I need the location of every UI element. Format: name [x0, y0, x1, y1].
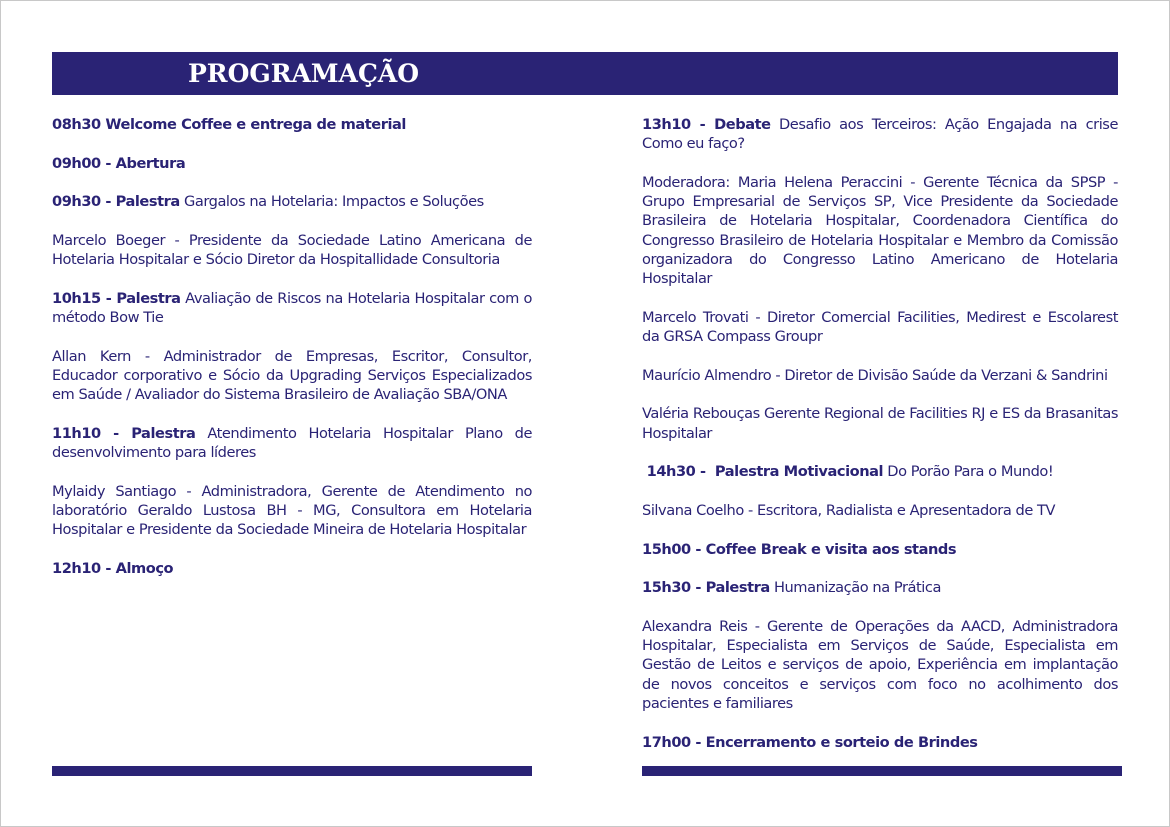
schedule-item — [642, 115, 1118, 154]
speaker-bio-text: Marcelo Trovati - Diretor Comercial Facilities, Medirest e Escolarest da GRSA Compass Groupr — [642, 308, 1118, 346]
speaker-bio — [52, 482, 532, 540]
schedule-item — [642, 540, 1118, 559]
speaker-bio-text: Valéria Rebouças Gerente Regional de Facilities RJ e ES da Brasanitas Hospitalar — [642, 405, 1118, 442]
schedule-item — [52, 115, 532, 134]
schedule-item-text: Do Porão Para o Mundo! — [883, 463, 1054, 481]
schedule-item-text: Humanização na Prática — [769, 579, 941, 597]
footer-bar-right — [642, 766, 1122, 776]
speaker-bio — [642, 366, 1118, 385]
speaker-bio — [642, 173, 1118, 289]
schedule-item-text: Gargalos na Hotelaria: Impactos e Soluções — [179, 193, 484, 211]
speaker-bio-text: Marcelo Boeger - Presidente da Sociedade Latino Americana de Hotelaria Hospitalar e Sócio Diretor da Hospitallidade Consultoria — [52, 231, 532, 269]
speaker-bio — [642, 617, 1118, 713]
speaker-bio — [642, 308, 1118, 347]
speaker-bio — [642, 404, 1118, 443]
schedule-item-time: 13h10 - Debate — [642, 116, 771, 133]
speaker-bio-text: Moderadora: Maria Helena Peraccini - Gerente Técnica da SPSP - Grupo Empresarial de Serviços SP, Vice Presidente da Sociedade Brasileira de Hotelaria Hospitalar, Coordenadora Científica do Congresso Brasileiro de Hotelaria Hospitalar e Membro da Comissão organizadora do Congresso Latino Americano de Hotelaria Hospitalar — [642, 173, 1118, 288]
speaker-bio — [52, 347, 532, 405]
schedule-item-time: 09h30 - Palestra — [52, 193, 180, 211]
speaker-bio — [52, 231, 532, 270]
schedule-item-time: 17h00 - Encerramento e sorteio de Brindes — [642, 733, 978, 751]
schedule-item-text: Avaliação de Riscos na Hotelaria Hospitalar com o método Bow Tie — [52, 289, 532, 326]
schedule-item — [52, 289, 532, 328]
schedule-item — [52, 424, 532, 463]
speaker-bio-text: Silvana Coelho - Escritora, Radialista e Apresentadora de TV — [642, 501, 1056, 519]
speaker-bio-text: Alexandra Reis - Gerente de Operações da AACD, Administradora Hospitalar, Especialista em Serviços de Saúde, Especialista em Gestão de Leitos e serviços de apoio, Experiência em implantação de novos conceitos e serviços com foco no acolhimento dos pacientes e familiares — [642, 617, 1118, 712]
schedule-item — [642, 462, 1118, 481]
schedule-item-time: 08h30 Welcome Coffee e entrega de material — [52, 116, 406, 133]
schedule-left-column — [52, 115, 532, 597]
schedule-item-time: 15h00 - Coffee Break e visita aos stands — [642, 540, 957, 558]
speaker-bio-text: Allan Kern - Administrador de Empresas, Escritor, Consultor, Educador corporativo e Sócio da Upgrading Serviços Especializados em Saúde / Avaliador do Sistema Brasileiro de Avaliação SBA/ONA — [52, 347, 532, 404]
speaker-bio-text: Mylaidy Santiago - Administradora, Gerente de Atendimento no laboratório Geraldo Lustosa BH - MG, Consultora em Hotelaria Hospitalar e Presidente da Sociedade Mineira de Hotelaria Hospitalar — [52, 482, 532, 539]
footer-bar-left — [52, 766, 532, 776]
schedule-item-time: 09h00 - Abertura — [52, 154, 186, 172]
schedule-item-text: Atendimento Hotelaria Hospitalar Plano de desenvolvimento para líderes — [52, 424, 533, 462]
schedule-item — [642, 578, 1118, 597]
schedule-item — [642, 733, 1118, 752]
schedule-item-time: 12h10 - Almoço — [52, 559, 174, 577]
schedule-item-time: 14h30 - Palestra Motivacional — [642, 463, 884, 481]
schedule-item-time: 15h30 - Palestra — [642, 579, 770, 597]
schedule-item-text: Desafio aos Terceiros: Ação Engajada na crise Como eu faço? — [642, 116, 1118, 153]
schedule-item — [52, 154, 532, 173]
speaker-bio-text: Maurício Almendro - Diretor de Divisão Saúde da Verzani & Sandrini — [642, 366, 1108, 384]
schedule-right-column — [642, 115, 1118, 771]
schedule-item-time: 11h10 - Palestra — [52, 424, 196, 442]
schedule-item — [52, 559, 532, 578]
schedule-item-time: 10h15 - Palestra — [52, 289, 181, 307]
page-title: PROGRAMAÇÃO — [188, 59, 420, 88]
speaker-bio — [642, 501, 1118, 520]
schedule-item — [52, 192, 532, 211]
